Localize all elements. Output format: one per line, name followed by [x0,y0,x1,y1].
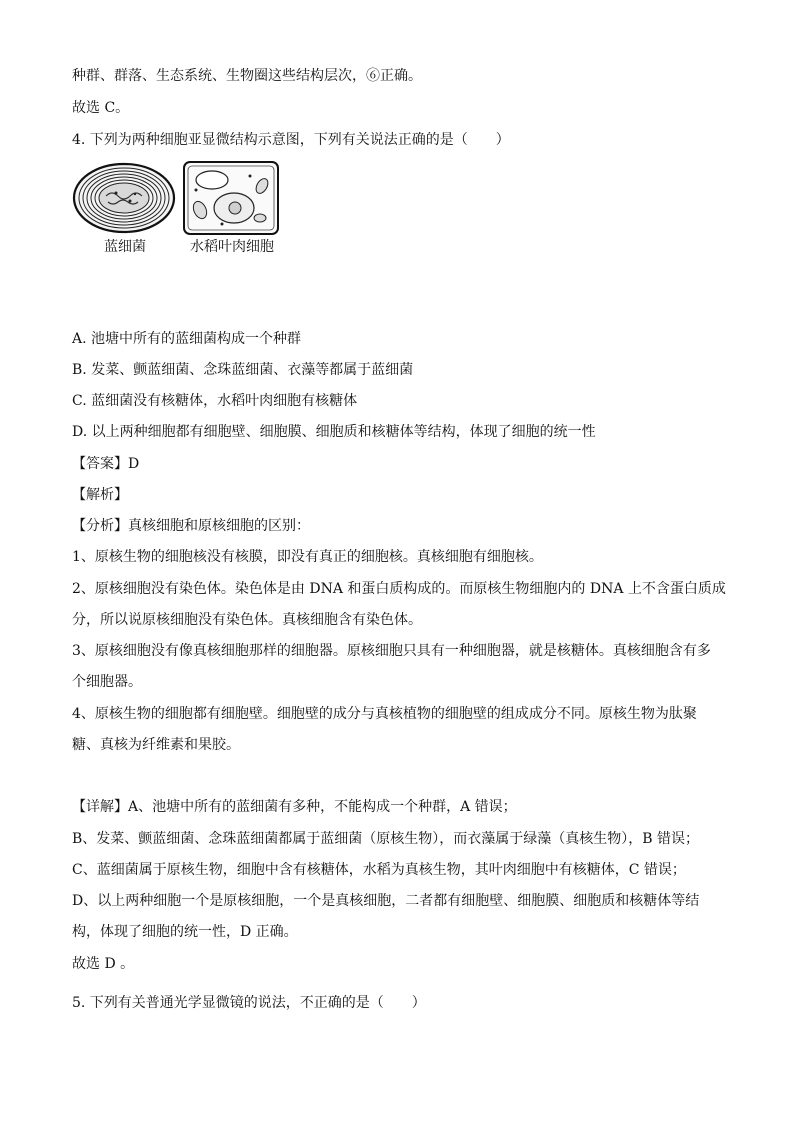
analysis-intro: 【分析】真核细胞和原核细胞的区别： [72,518,310,534]
detail-b: B、发菜、颤蓝细菌、念珠蓝细菌都属于蓝细菌（原核生物），而衣藻属于绿藻（真核生物），B 错误； [72,831,700,847]
text-line: 种群、群落、生态系统、生物圈这些结构层次，⑥正确。 [72,68,422,84]
analysis-point-3: 3、原核细胞没有像真核细胞那样的细胞器。原核细胞只具有一种细胞器，就是核糖体。真核细胞含有多 [72,643,711,659]
detail-a: 【详解】A、池塘中所有的蓝细菌有多种，不能构成一个种群，A 错误； [72,799,517,815]
cell-diagram-figure [72,160,282,258]
option-d: D. 以上两种细胞都有细胞壁、细胞膜、细胞质和核糖体等结构，体现了细胞的统一性 [72,424,596,440]
analysis-point-4-cont: 糖、真核为纤维素和果胶。 [72,737,240,753]
final-choice: 故选 D 。 [72,956,135,972]
detail-d-cont: 构，体现了细胞的统一性，D 正确。 [72,924,298,940]
option-c: C. 蓝细菌没有核糖体，水稻叶肉细胞有核糖体 [72,393,358,409]
analysis-heading: 【解析】 [72,487,128,503]
analysis-point-2-cont: 分，所以说原核细胞没有染色体。真核细胞含有染色体。 [72,612,422,628]
detail-c: C、蓝细菌属于原核生物，细胞中含有核糖体，水稻为真核生物，其叶肉细胞中有核糖体，C 错误； [72,862,686,878]
analysis-point-1: 1、原核生物的细胞核没有核膜，即没有真正的细胞核。真核细胞有细胞核。 [72,549,543,565]
answer-line: 【答案】D [72,456,140,472]
question-5-stem: 5. 下列有关普通光学显微镜的说法，不正确的是（ ） [72,995,426,1011]
analysis-point-4: 4、原核生物的细胞都有细胞壁。细胞壁的成分与真核植物的细胞壁的组成成分不同。原核生物为肽聚 [72,706,697,722]
detail-d: D、以上两种细胞一个是原核细胞，一个是真核细胞，二者都有细胞壁、细胞膜、细胞质和核糖体等结 [72,893,700,909]
option-b: B. 发菜、颤蓝细菌、念珠蓝细菌、衣藻等都属于蓝细菌 [72,362,414,378]
text-line: 故选 C。 [72,100,130,116]
analysis-point-2: 2、原核细胞没有染色体。染色体是由 DNA 和蛋白质构成的。而原核生物细胞内的 DNA 上不含蛋白质成 [72,581,726,597]
question-4-stem: 4. 下列为两种细胞亚显微结构示意图，下列有关说法正确的是（ ） [72,132,510,148]
figure-label-cyanobacteria: 蓝细菌 [104,239,146,255]
figure-label-rice-mesophyll-cell: 水稻叶肉细胞 [190,239,274,255]
rice-mesophyll-cell-illustration [184,162,278,234]
analysis-point-3-cont: 个细胞器。 [72,674,142,690]
cell-diagrams [72,160,282,236]
option-a: A. 池塘中所有的蓝细菌构成一个种群 [72,331,302,347]
cyanobacteria-illustration [74,164,174,232]
